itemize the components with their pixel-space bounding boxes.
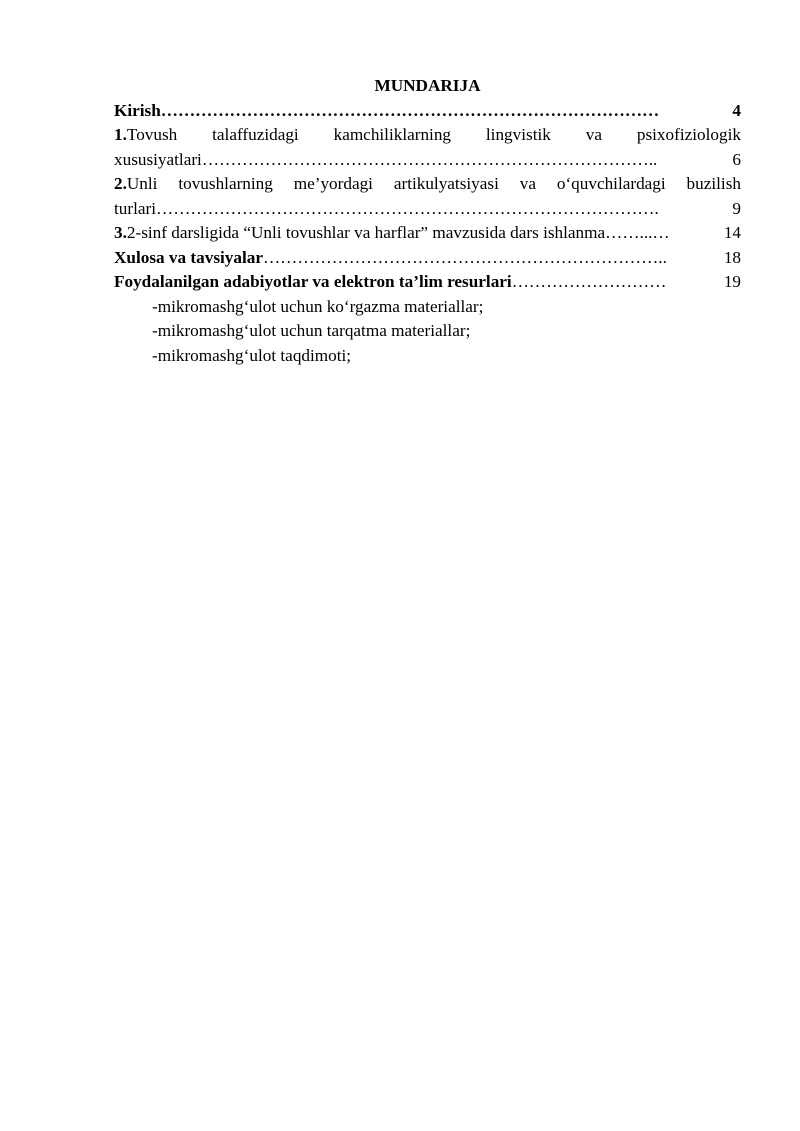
toc-entry-xulosa xyxy=(114,246,741,271)
toc-entry-leader: ……...… xyxy=(605,223,670,242)
toc-entry-leader: …………………………………………………………………….. xyxy=(201,149,658,169)
toc-entry-number: 2. xyxy=(114,174,127,193)
toc-entry-word: artikulyatsiyasi xyxy=(393,174,499,193)
toc-entry-number: 3. xyxy=(114,223,127,242)
toc-entry-label: xususiyatlari xyxy=(114,149,202,169)
toc-entry-page: 18 xyxy=(723,247,741,267)
toc-entry-word: va xyxy=(585,125,602,144)
toc-entry-word: kamchiliklarning xyxy=(333,125,452,144)
toc-entry-label: 2-sinf darsligida “Unli tovushlar va harflar” mavzusida dars ishlanma xyxy=(126,223,606,242)
toc-entry-word: buzilish xyxy=(686,174,741,193)
toc-entry-word: me’yordagi xyxy=(293,174,373,193)
sub-item: -mikromashg‘ulot taqdimoti; xyxy=(152,345,352,365)
toc-entry-2-line1 xyxy=(114,172,741,197)
toc-entry-word: talaffuzidagi xyxy=(212,125,299,144)
toc-entry-word: va xyxy=(519,174,536,193)
toc-entry-page: 14 xyxy=(723,223,741,242)
toc-entry-1-line1 xyxy=(114,123,741,148)
toc-entry-number: 1. xyxy=(114,125,127,144)
toc-entry-word: tovushlarning xyxy=(178,174,273,193)
toc-entry-3 xyxy=(114,221,741,246)
toc-entry-leader: ……………………………………………………………………………. xyxy=(156,198,659,218)
toc-entry-adabiyotlar xyxy=(114,270,741,295)
sub-item: -mikromashg‘ulot uchun ko‘rgazma materiallar; xyxy=(152,296,484,316)
toc-entry-word: lingvistik xyxy=(485,125,551,144)
toc-entry-page: 19 xyxy=(723,272,741,291)
toc-entry-kirish xyxy=(114,99,741,124)
document-page xyxy=(114,74,741,368)
toc-entry-1-line2 xyxy=(114,148,741,173)
toc-entry-leader: …………………………………………………………………………… xyxy=(160,100,660,120)
toc-entry-word: o‘quvchilardagi xyxy=(556,174,666,193)
toc-entry-label: Kirish xyxy=(114,100,161,120)
toc-entry-leader: …………………………………………………………….. xyxy=(262,247,667,267)
page-title: MUNDARIJA xyxy=(374,76,481,95)
toc-entry-label: Xulosa va tavsiyalar xyxy=(114,247,263,267)
toc-entry-word: psixofiziologik xyxy=(636,125,741,144)
toc-entry-2-line2 xyxy=(114,197,741,222)
toc-entry-word: 2.Unli xyxy=(114,174,158,193)
toc-entry-label: Foydalanilgan adabiyotlar va elektron ta’lim resurlari xyxy=(114,272,512,291)
toc-entry-leader: ……………………… xyxy=(511,272,667,291)
toc-entry-word: 1.Tovush xyxy=(114,125,178,144)
toc-entry-page: 9 xyxy=(732,198,741,218)
toc-entry-page: 6 xyxy=(732,149,741,169)
toc-entry-page: 4 xyxy=(732,100,741,120)
sub-item: -mikromashg‘ulot uchun tarqatma materiallar; xyxy=(152,321,471,340)
toc-entry-label: turlari xyxy=(114,198,156,218)
